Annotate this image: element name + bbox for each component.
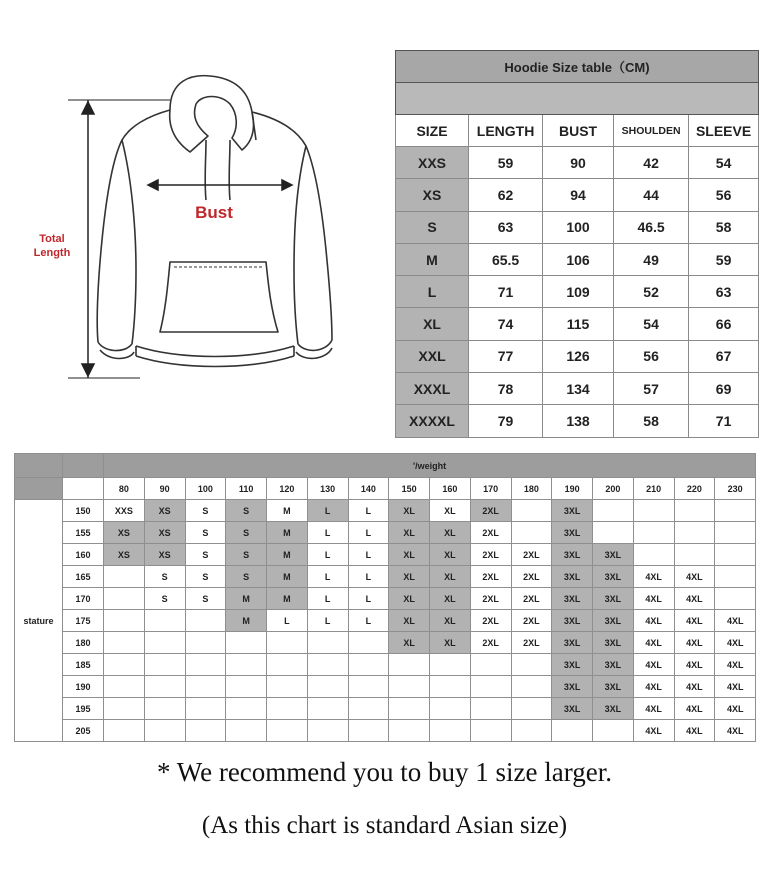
stature-size-cell: 4XL (633, 566, 674, 588)
stature-size-cell: 3XL (552, 632, 593, 654)
weight-title: '/weight (104, 454, 756, 478)
weight-header: 180 (511, 478, 552, 500)
stature-size-cell (511, 500, 552, 522)
size-cell-size: XXL (396, 340, 469, 372)
stature-size-cell (511, 720, 552, 742)
stature-height: 195 (63, 698, 104, 720)
stature-size-cell: 4XL (715, 610, 756, 632)
stature-size-cell (633, 522, 674, 544)
stature-size-cell (307, 676, 348, 698)
stature-size-cell (511, 698, 552, 720)
stature-size-cell: S (185, 588, 226, 610)
stature-size-cell: M (267, 588, 308, 610)
stature-size-cell: 3XL (552, 500, 593, 522)
stature-size-cell: 4XL (633, 588, 674, 610)
size-row (396, 179, 759, 211)
header-size: SIZE (396, 115, 469, 147)
stature-size-cell: 4XL (633, 610, 674, 632)
size-table-title: Hoodie Size table（CM) (396, 51, 759, 83)
total-length-arrow (68, 100, 170, 378)
stature-size-cell: 4XL (715, 720, 756, 742)
stature-size-cell (104, 654, 145, 676)
size-cell-length: 77 (469, 340, 543, 372)
stature-size-cell (307, 698, 348, 720)
stature-size-cell: XL (430, 566, 471, 588)
weight-header: 160 (430, 478, 471, 500)
stature-size-cell: M (267, 566, 308, 588)
stature-size-cell (185, 720, 226, 742)
stature-size-cell (144, 632, 185, 654)
header-length: LENGTH (469, 115, 543, 147)
stature-size-cell: 2XL (470, 632, 511, 654)
stature-height: 160 (63, 544, 104, 566)
stature-size-cell: M (267, 522, 308, 544)
stature-size-cell (144, 676, 185, 698)
stature-size-cell: 4XL (633, 632, 674, 654)
weight-header: 120 (267, 478, 308, 500)
size-cell-bust: 115 (543, 308, 614, 340)
total-length-label-line1: Total (39, 233, 65, 245)
stature-size-cell (715, 588, 756, 610)
weight-header: 190 (552, 478, 593, 500)
stature-size-cell: 3XL (593, 544, 634, 566)
stature-size-cell: 3XL (552, 544, 593, 566)
stature-height: 205 (63, 720, 104, 742)
size-cell-sleeve: 69 (689, 373, 759, 405)
stature-height: 165 (63, 566, 104, 588)
size-cell-sleeve: 63 (689, 276, 759, 308)
stature-size-cell: 4XL (715, 654, 756, 676)
stature-size-cell (430, 654, 471, 676)
stature-height: 150 (63, 500, 104, 522)
stature-size-cell (348, 698, 389, 720)
stature-size-cell (511, 522, 552, 544)
weight-header: 90 (144, 478, 185, 500)
stature-size-cell (715, 522, 756, 544)
stature-size-cell (430, 720, 471, 742)
size-cell-bust: 134 (543, 373, 614, 405)
stature-size-cell (511, 654, 552, 676)
stature-size-cell: 2XL (470, 610, 511, 632)
size-cell-sleeve: 59 (689, 243, 759, 275)
weight-header: 210 (633, 478, 674, 500)
size-cell-size: XL (396, 308, 469, 340)
weight-header: 140 (348, 478, 389, 500)
stature-size-cell (307, 654, 348, 676)
stature-size-cell (348, 720, 389, 742)
recommend-note: * We recommend you to buy 1 size larger. (157, 757, 612, 787)
stature-row (15, 720, 756, 742)
stature-size-cell (144, 720, 185, 742)
stature-size-cell (470, 676, 511, 698)
stature-row (15, 610, 756, 632)
stature-size-cell: 4XL (633, 698, 674, 720)
stature-size-cell (307, 632, 348, 654)
stature-size-cell (185, 632, 226, 654)
stature-size-cell (185, 698, 226, 720)
weight-header: 230 (715, 478, 756, 500)
stature-size-cell: 4XL (674, 588, 715, 610)
stature-size-cell (674, 522, 715, 544)
stature-size-cell (389, 676, 430, 698)
size-cell-shoulder: 58 (613, 405, 688, 437)
stature-size-cell: XL (389, 522, 430, 544)
stature-size-cell: 4XL (674, 654, 715, 676)
size-cell-bust: 109 (543, 276, 614, 308)
stature-size-cell: M (267, 500, 308, 522)
stature-height: 175 (63, 610, 104, 632)
size-cell-length: 59 (469, 147, 543, 179)
size-cell-bust: 138 (543, 405, 614, 437)
stature-size-cell (389, 698, 430, 720)
stature-size-cell: L (348, 522, 389, 544)
stature-size-cell: 4XL (633, 720, 674, 742)
weight-header: 100 (185, 478, 226, 500)
stature-size-cell: 4XL (633, 654, 674, 676)
stature-size-cell: L (307, 544, 348, 566)
stature-row (15, 632, 756, 654)
stature-size-cell: XS (144, 522, 185, 544)
stature-size-cell (470, 720, 511, 742)
corner-cell (63, 454, 104, 478)
stature-table-body (15, 454, 756, 742)
stature-size-cell: XL (430, 500, 471, 522)
stature-size-cell (470, 654, 511, 676)
hoodie-illustration (20, 70, 350, 390)
size-row (396, 211, 759, 243)
stature-size-cell (104, 632, 145, 654)
size-cell-length: 65.5 (469, 243, 543, 275)
stature-size-cell: 3XL (593, 698, 634, 720)
size-row (396, 405, 759, 437)
size-table-body (396, 147, 759, 438)
stature-size-cell: XS (104, 544, 145, 566)
stature-size-cell: S (144, 566, 185, 588)
stature-size-cell: L (348, 566, 389, 588)
stature-size-cell (389, 720, 430, 742)
stature-size-cell: 3XL (593, 676, 634, 698)
corner-cell (15, 478, 63, 500)
stature-size-cell (348, 654, 389, 676)
stature-size-cell (226, 654, 267, 676)
weight-header-row (15, 478, 756, 500)
size-row (396, 340, 759, 372)
stature-size-cell (267, 720, 308, 742)
stature-size-cell: XL (430, 522, 471, 544)
size-cell-length: 78 (469, 373, 543, 405)
stature-size-cell: 3XL (552, 522, 593, 544)
size-cell-length: 79 (469, 405, 543, 437)
stature-size-cell: XL (389, 566, 430, 588)
stature-size-cell: S (185, 566, 226, 588)
stature-row (15, 654, 756, 676)
stature-size-cell: 2XL (470, 566, 511, 588)
total-length-label-line2: Length (33, 247, 71, 259)
stature-size-cell (715, 500, 756, 522)
stature-size-cell (348, 632, 389, 654)
stature-height: 170 (63, 588, 104, 610)
stature-height: 180 (63, 632, 104, 654)
header-shoulder: SHOULDEN (613, 115, 688, 147)
stature-row (15, 544, 756, 566)
weight-header: 130 (307, 478, 348, 500)
size-cell-sleeve: 67 (689, 340, 759, 372)
stature-size-cell: S (226, 522, 267, 544)
hoodie-size-table (395, 50, 759, 438)
stature-size-cell (470, 698, 511, 720)
size-cell-length: 63 (469, 211, 543, 243)
stature-size-cell (389, 654, 430, 676)
stature-size-cell (226, 676, 267, 698)
stature-size-cell: 2XL (470, 588, 511, 610)
stature-size-cell: L (307, 610, 348, 632)
stature-size-cell: 3XL (552, 588, 593, 610)
weight-title-row (15, 454, 756, 478)
size-row (396, 308, 759, 340)
size-cell-size: XXXL (396, 373, 469, 405)
size-cell-shoulder: 57 (613, 373, 688, 405)
stature-size-cell: XL (389, 632, 430, 654)
size-cell-length: 62 (469, 179, 543, 211)
stature-size-cell: XL (430, 610, 471, 632)
size-cell-size: XXXXL (396, 405, 469, 437)
stature-size-cell: 2XL (511, 544, 552, 566)
size-cell-size: M (396, 243, 469, 275)
stature-size-cell: S (185, 500, 226, 522)
size-cell-shoulder: 52 (613, 276, 688, 308)
stature-size-cell: XL (430, 632, 471, 654)
stature-size-cell (185, 676, 226, 698)
stature-size-cell: L (348, 500, 389, 522)
stature-weight-table (14, 453, 756, 742)
size-cell-bust: 106 (543, 243, 614, 275)
size-cell-shoulder: 54 (613, 308, 688, 340)
size-row (396, 147, 759, 179)
size-cell-shoulder: 46.5 (613, 211, 688, 243)
stature-row (15, 522, 756, 544)
stature-row (15, 676, 756, 698)
size-cell-shoulder: 42 (613, 147, 688, 179)
size-cell-bust: 94 (543, 179, 614, 211)
stature-size-cell: S (226, 500, 267, 522)
stature-size-cell: 4XL (674, 720, 715, 742)
size-cell-length: 71 (469, 276, 543, 308)
stature-size-cell: 3XL (552, 698, 593, 720)
stature-size-cell: 3XL (593, 588, 634, 610)
size-cell-size: L (396, 276, 469, 308)
stature-row (15, 588, 756, 610)
stature-size-cell (267, 698, 308, 720)
size-cell-bust: 100 (543, 211, 614, 243)
bust-arrow (148, 180, 292, 190)
stature-size-cell (185, 654, 226, 676)
stature-size-cell: 2XL (470, 500, 511, 522)
size-cell-size: S (396, 211, 469, 243)
size-cell-shoulder: 49 (613, 243, 688, 275)
size-cell-length: 74 (469, 308, 543, 340)
corner-cell (15, 454, 63, 478)
stature-size-cell (104, 698, 145, 720)
size-cell-size: XXS (396, 147, 469, 179)
stature-size-cell (633, 544, 674, 566)
size-cell-size: XS (396, 179, 469, 211)
stature-size-cell (267, 632, 308, 654)
stature-size-cell: XL (389, 500, 430, 522)
stature-size-cell: 4XL (715, 676, 756, 698)
stature-size-cell (511, 676, 552, 698)
stature-size-cell (144, 654, 185, 676)
stature-size-cell (307, 720, 348, 742)
stature-size-cell: S (226, 566, 267, 588)
size-cell-sleeve: 56 (689, 179, 759, 211)
weight-header: 200 (593, 478, 634, 500)
stature-size-cell (144, 610, 185, 632)
corner-cell (63, 478, 104, 500)
stature-size-cell: XL (430, 544, 471, 566)
stature-row (15, 698, 756, 720)
stature-size-cell: L (307, 522, 348, 544)
weight-header: 110 (226, 478, 267, 500)
stature-size-cell: 3XL (593, 610, 634, 632)
stature-size-cell: XL (389, 544, 430, 566)
stature-size-cell: 2XL (511, 566, 552, 588)
stature-size-cell: 2XL (470, 544, 511, 566)
stature-size-cell: 3XL (552, 676, 593, 698)
stature-size-cell (104, 588, 145, 610)
stature-size-cell: XXS (104, 500, 145, 522)
size-row (396, 276, 759, 308)
stature-size-cell: L (307, 500, 348, 522)
stature-size-cell: 4XL (674, 698, 715, 720)
weight-header: 170 (470, 478, 511, 500)
stature-size-cell: 2XL (511, 632, 552, 654)
size-cell-sleeve: 58 (689, 211, 759, 243)
stature-size-cell (552, 720, 593, 742)
stature-size-cell: L (307, 566, 348, 588)
stature-size-cell (144, 698, 185, 720)
stature-row (15, 500, 756, 522)
stature-height: 185 (63, 654, 104, 676)
stature-size-cell: L (267, 610, 308, 632)
stature-size-cell: 4XL (674, 566, 715, 588)
stature-size-cell (226, 720, 267, 742)
stature-size-cell: XS (144, 500, 185, 522)
stature-size-cell: M (226, 588, 267, 610)
stature-size-cell (226, 698, 267, 720)
stature-size-cell (226, 632, 267, 654)
asian-size-note: (As this chart is standard Asian size) (201, 812, 568, 839)
stature-height: 190 (63, 676, 104, 698)
stature-size-cell: 3XL (552, 566, 593, 588)
stature-size-cell: 3XL (593, 632, 634, 654)
stature-size-cell: M (226, 610, 267, 632)
stature-size-cell (104, 720, 145, 742)
stature-size-cell (348, 676, 389, 698)
stature-size-cell: 3XL (593, 566, 634, 588)
stature-size-cell: 2XL (511, 610, 552, 632)
stature-size-cell (430, 676, 471, 698)
stature-size-cell: M (267, 544, 308, 566)
stature-size-cell (185, 610, 226, 632)
size-row (396, 373, 759, 405)
size-cell-bust: 90 (543, 147, 614, 179)
size-row (396, 243, 759, 275)
stature-size-cell (593, 720, 634, 742)
size-table-blank-row (396, 83, 759, 115)
stature-size-cell: S (144, 588, 185, 610)
stature-size-cell: 4XL (715, 632, 756, 654)
stature-size-cell (104, 566, 145, 588)
weight-header: 150 (389, 478, 430, 500)
stature-height: 155 (63, 522, 104, 544)
stature-size-cell (267, 654, 308, 676)
stature-size-cell: S (185, 522, 226, 544)
stature-size-cell: XS (144, 544, 185, 566)
bust-label: Bust (195, 203, 233, 222)
stature-size-cell: 4XL (633, 676, 674, 698)
stature-size-cell: S (226, 544, 267, 566)
stature-size-cell: XL (430, 588, 471, 610)
stature-size-cell (104, 610, 145, 632)
stature-size-cell: L (348, 610, 389, 632)
header-sleeve: SLEEVE (689, 115, 759, 147)
stature-size-cell: 3XL (552, 610, 593, 632)
stature-size-cell (430, 698, 471, 720)
stature-size-cell: XS (104, 522, 145, 544)
stature-size-cell: L (307, 588, 348, 610)
stature-size-cell: L (348, 544, 389, 566)
stature-size-cell: 2XL (511, 588, 552, 610)
stature-row (15, 566, 756, 588)
stature-size-cell (674, 544, 715, 566)
stature-size-cell: XL (389, 588, 430, 610)
stature-size-cell: S (185, 544, 226, 566)
stature-size-cell (674, 500, 715, 522)
stature-size-cell: 4XL (674, 610, 715, 632)
stature-size-cell: 4XL (674, 632, 715, 654)
weight-header: 220 (674, 478, 715, 500)
stature-size-cell (633, 500, 674, 522)
stature-size-cell: XL (389, 610, 430, 632)
size-cell-sleeve: 71 (689, 405, 759, 437)
stature-size-cell: 4XL (715, 698, 756, 720)
stature-size-cell: 3XL (552, 654, 593, 676)
stature-size-cell: L (348, 588, 389, 610)
stature-size-cell (715, 544, 756, 566)
size-cell-bust: 126 (543, 340, 614, 372)
header-bust: BUST (543, 115, 614, 147)
weight-header: 80 (104, 478, 145, 500)
stature-label: stature (15, 500, 63, 742)
size-cell-shoulder: 44 (613, 179, 688, 211)
stature-size-cell: 2XL (470, 522, 511, 544)
size-cell-shoulder: 56 (613, 340, 688, 372)
stature-size-cell (267, 676, 308, 698)
stature-size-cell (593, 522, 634, 544)
stature-size-cell: 4XL (674, 676, 715, 698)
stature-size-cell: 3XL (593, 654, 634, 676)
stature-size-cell (715, 566, 756, 588)
stature-size-cell (104, 676, 145, 698)
size-cell-sleeve: 66 (689, 308, 759, 340)
size-cell-sleeve: 54 (689, 147, 759, 179)
stature-size-cell (593, 500, 634, 522)
